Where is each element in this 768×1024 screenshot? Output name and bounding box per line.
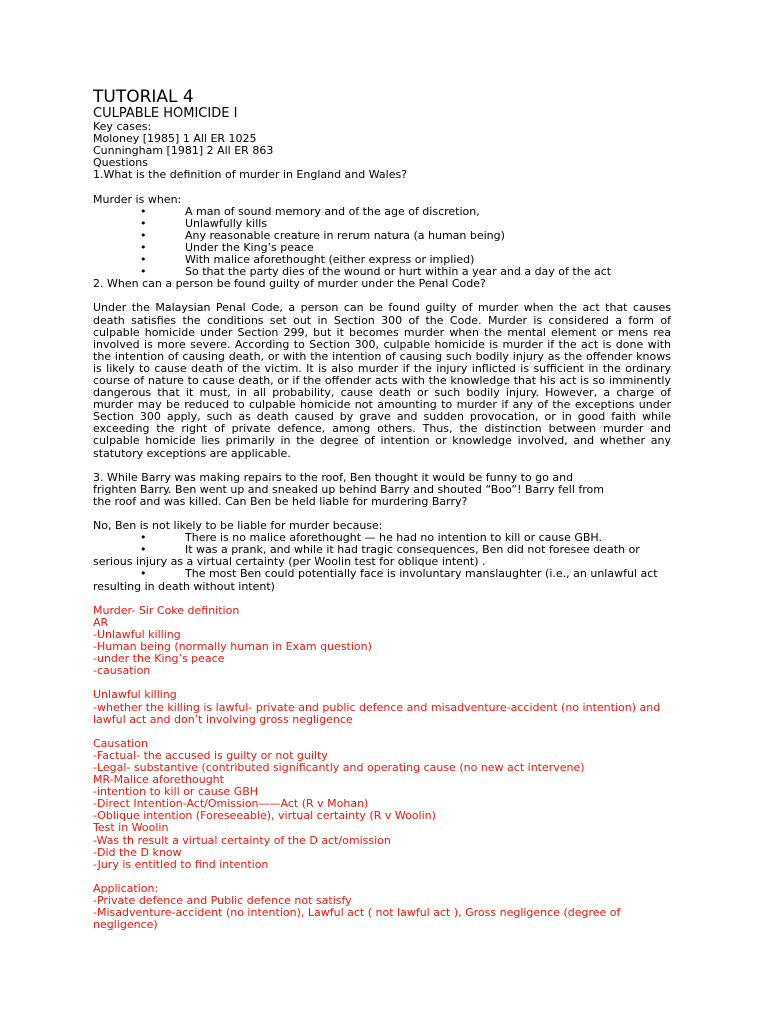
- list-item: • Unlawfully kills: [140, 216, 268, 230]
- note-line: -whether the killing is lawful- private and public defence and misadventure-accident (no intention) and: [93, 700, 661, 714]
- note-line: -Legal- substantive (contributed significantly and operating cause (no new act intervene): [93, 760, 585, 774]
- questions-heading: Questions: [93, 156, 148, 170]
- question-3-line: the roof and was killed. Can Ben be held liable for murdering Barry?: [93, 494, 468, 508]
- note-line: -Unlawful killing: [93, 627, 181, 641]
- note-line: Causation: [93, 736, 148, 750]
- note-line: Murder- Sir Coke definition: [93, 603, 240, 617]
- bullet-icon: •: [140, 216, 147, 230]
- bullet-icon: •: [140, 543, 147, 557]
- list-item-continuation: resulting in death without intent): [93, 579, 275, 593]
- note-line: -Human being (normally human in Exam question): [93, 640, 372, 654]
- note-line: MR-Malice aforethought: [93, 773, 224, 787]
- note-line: Application:: [93, 881, 159, 895]
- list-item: • A man of sound memory and of the age of discretion,: [140, 204, 480, 218]
- list-item-continuation: serious injury as a virtual certainty (per Woolin test for oblique intent) .: [93, 555, 486, 569]
- question-2: 2. When can a person be found guilty of murder under the Penal Code?: [93, 277, 486, 291]
- bullet-icon: •: [140, 240, 147, 254]
- question-3-line: 3. While Barry was making repairs to the roof, Ben thought it would be funny to go and: [93, 470, 574, 484]
- key-cases-heading: Key cases:: [93, 120, 152, 133]
- murder-intro: Murder is when:: [93, 192, 182, 206]
- key-case: Moloney [1985] 1 All ER 1025: [93, 132, 257, 146]
- note-line: -Oblique intention (Foreseeable), virtual certainty (R v Woolin): [93, 809, 436, 823]
- note-line: lawful act and don’t involving gross negligence: [93, 712, 353, 726]
- question-1: 1.What is the definition of murder in England and Wales?: [93, 168, 408, 182]
- bullet-icon: •: [140, 204, 147, 218]
- bullet-icon: •: [140, 228, 147, 242]
- note-line: AR: [93, 615, 109, 629]
- list-item: • The most Ben could potentially face is involuntary manslaughter (i.e., an unlawful act: [140, 567, 658, 581]
- list-item: • Any reasonable creature in rerum natura (a human being): [140, 228, 505, 242]
- page-title: TUTORIAL 4: [93, 87, 194, 107]
- note-line: -Factual- the accused is guilty or not guilty: [93, 748, 328, 762]
- note-line: -Was th result a virtual certainty of the D act/omission: [93, 833, 391, 847]
- bullet-icon: •: [140, 253, 147, 267]
- key-case: Cunningham [1981] 2 All ER 863: [93, 144, 274, 158]
- bullet-icon: •: [140, 531, 147, 545]
- list-item: • With malice aforethought (either express or implied): [140, 253, 475, 267]
- document-content: [93, 88, 671, 931]
- list-item: • Under the King’s peace: [140, 240, 314, 254]
- answer-intro: No, Ben is not likely to be liable for murder because:: [93, 519, 383, 533]
- note-line: Unlawful killing: [93, 688, 177, 702]
- note-line: -Private defence and Public defence not satisfy: [93, 894, 352, 907]
- notes-section: [93, 605, 671, 932]
- note-line: -Did the D know: [93, 845, 182, 859]
- page-subtitle: CULPABLE HOMICIDE I: [93, 106, 238, 121]
- list-item: • So that the party dies of the wound or hurt within a year and a day of the act: [140, 265, 612, 279]
- note-line: negligence): [93, 918, 158, 932]
- note-line: -Direct Intention-Act/Omission——Act (R v Mohan): [93, 797, 369, 811]
- list-item: • There is no malice aforethought — he had no intention to kill or cause GBH.: [140, 531, 603, 545]
- note-line: -Misadventure-accident (no intention), Lawful act ( not lawful act ), Gross negligence (degree of: [93, 906, 621, 920]
- note-line: Test in Woolin: [93, 821, 169, 835]
- question-3-line: frighten Barry. Ben went up and sneaked up behind Barry and shouted “Boo”! Barry fell from: [93, 482, 604, 496]
- answer-paragraph: Under the Malaysian Penal Code, a person can be found guilty of murder when the act that causes death satisfies the conditions set out in Section 300 of the Code. Murder is considered a form of culpable homicide under Section 299, but it becomes murder when the mental element or mens rea involved is more severe. According to Section 300, culpable homicide is murder if the act is done with the intention of causing death, or with the intention of causing such bodily injury as the offender knows is likely to cause death of the victim. It is also murder if the injury inflicted is sufficient in the ordinary course of nature to cause death, or if the offender acts with the knowledge that his act is so imminently dangerous that it must, in all probability, cause death or such bodily injury. However, a charge of murder may be reduced to culpable homicide not amounting to murder if any of the exceptions under Section 300 apply, such as death caused by grave and sudden provocation, or in good faith while exceeding the right of private defence, among others. Thus, the distinction between murder and culpable homicide lies primarily in the degree of intention or knowledge involved, and whether any statutory exceptions are applicable.: [93, 301, 671, 460]
- note-line: -Jury is entitled to find intention: [93, 857, 269, 871]
- note-line: -under the King’s peace: [93, 652, 225, 666]
- bullet-icon: •: [140, 265, 147, 279]
- note-line: -causation: [93, 664, 151, 678]
- bullet-icon: •: [140, 567, 147, 581]
- note-line: -intention to kill or cause GBH: [93, 785, 259, 799]
- list-item: • It was a prank, and while it had tragic consequences, Ben did not foresee death or: [140, 543, 640, 557]
